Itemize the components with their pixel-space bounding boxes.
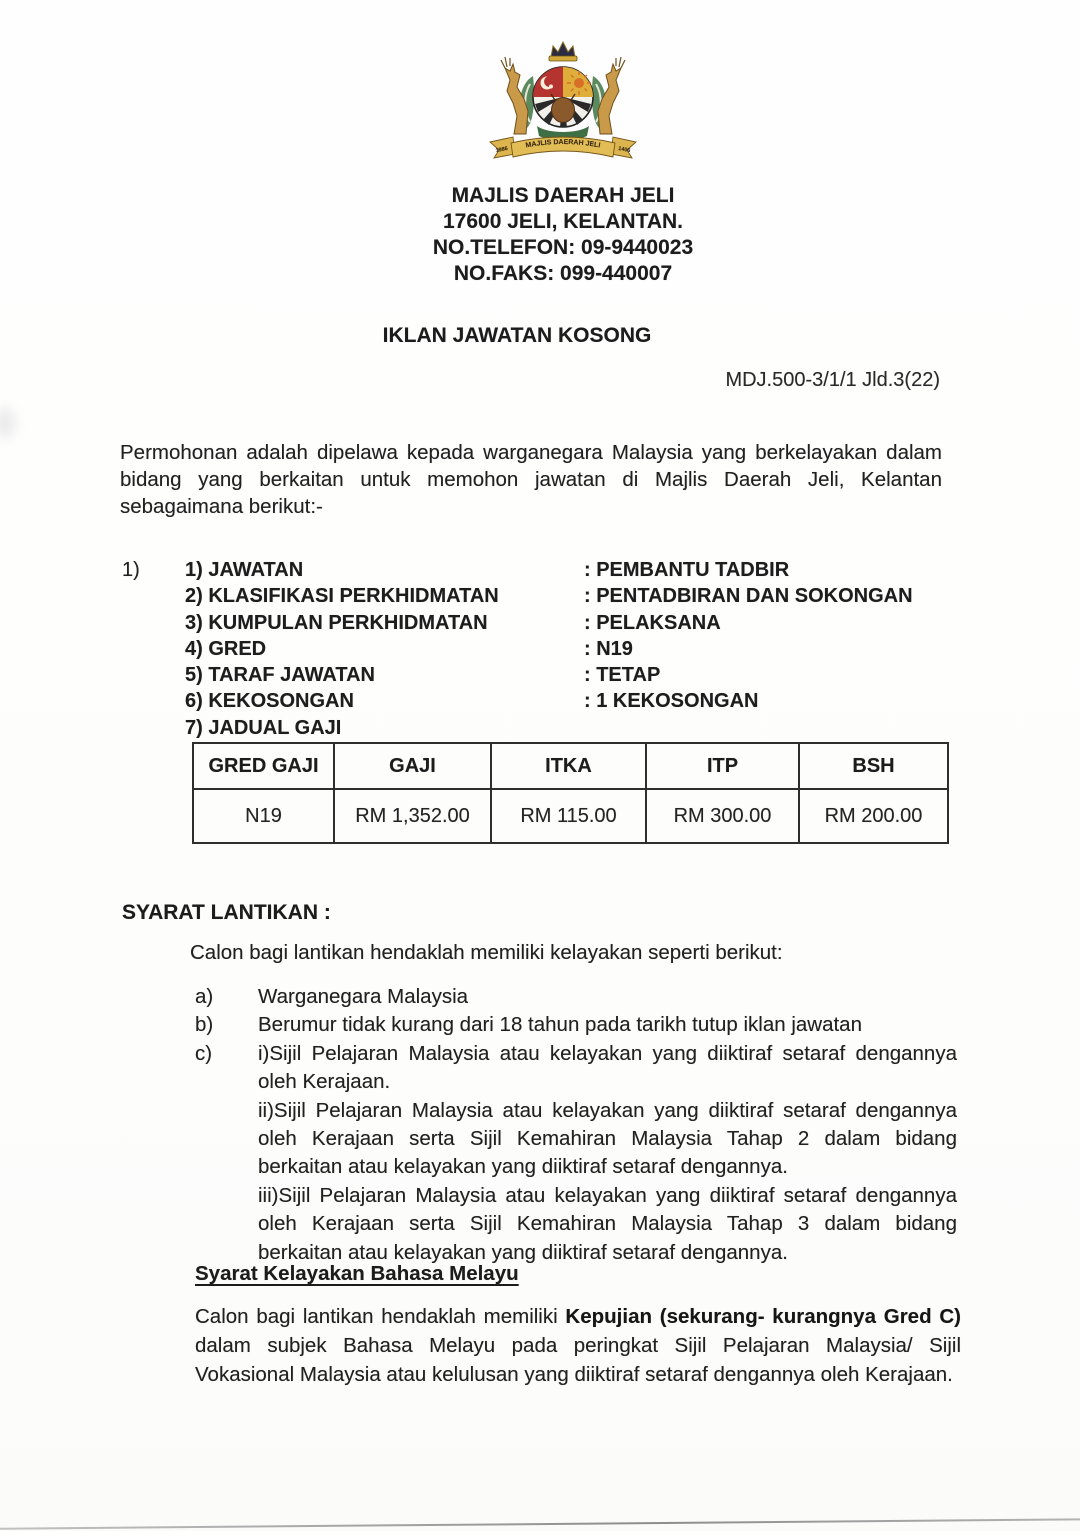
salary-col-header: ITKA [491,743,646,789]
vacancy-item [185,557,913,583]
requirement-paragraph: ii)Sijil Pelajaran Malaysia atau kelayakan yang diiktiraf setaraf dengannya oleh Kerajaan serta Sijil Kemahiran Malaysia Tahap 2 dalam bidang berkaitan atau kelayakan yang diiktiraf setaraf dengannya. [258,1098,957,1179]
intro-paragraph: Permohonan adalah dipelawa kepada warganegara Malaysia yang berkelayakan dalam bidang yang berkaitan untuk memohon jawatan di Majlis Daerah Jeli, Kelantan sebagaimana berikut:- [120,441,942,518]
motto-ribbon [490,137,636,158]
org-address: 17600 JELI, KELANTAN. [442,210,683,233]
salary-col-header: GAJI [334,743,491,789]
requirement-text [258,983,957,1011]
org-fax: NO.FAKS: 099-440007 [453,262,673,285]
salary-col-header: BSH [799,743,948,789]
vacancy-label: 6) KEKOSONGAN [185,690,354,713]
vacancy-item [185,636,913,662]
requirement-list [195,983,957,1267]
org-telephone: NO.TELEFON: 09-9440023 [432,236,694,259]
vacancy-value: : 1 KEKOSONGAN [584,690,759,713]
salary-cell: RM 200.00 [799,789,948,843]
crest-graphic [483,40,643,166]
requirement-label: c) [195,1041,213,1065]
bm-text-after: dalam subjek Bahasa Melayu pada peringkat Sijil Pelajaran Malaysia/ Sijil Vokasional Malaysia atau kelulusan yang diiktiraf setaraf dengannya oleh Kerajaan. [195,1334,961,1386]
vacancy-value: : TETAP [584,664,661,687]
appointment-heading: SYARAT LANTIKAN : [122,901,331,924]
vacancy-label: 1) JAWATAN [185,559,304,581]
requirement-text [258,1040,957,1267]
reference-number: MDJ.500-3/1/1 Jld.3(22) [725,369,940,391]
vacancy-item [185,610,913,636]
vacancy-value: : N19 [584,637,633,660]
salary-cell: RM 115.00 [491,789,646,843]
vacancy-value: : PENTADBIRAN DAN SOKONGAN [584,585,913,608]
document-title: IKLAN JAWATAN KOSONG [382,324,652,347]
district-crest [0,40,1080,166]
scan-smudge [0,408,16,438]
vacancy-item [185,583,913,609]
appointment-intro: Calon bagi lantikan hendaklah memiliki kelayakan seperti berikut: [190,941,783,964]
vacancy-label: 5) TARAF JAWATAN [185,664,375,687]
bahasa-melayu-paragraph [195,1302,961,1389]
bm-text-before: Calon bagi lantikan hendaklah memiliki [195,1305,566,1328]
letterhead [23,183,1080,287]
requirement-paragraph: iii)Sijil Pelajaran Malaysia atau kelayakan yang diiktiraf setaraf dengannya oleh Kerajaan serta Sijil Kemahiran Malaysia Tahap 3 dalam bidang berkaitan atau kelayakan yang diiktiraf setaraf dengannya. [258,1183,957,1264]
requirement-paragraph: Berumur tidak kurang dari 18 tahun pada tarikh tutup iklan jawatan [258,1013,862,1037]
salary-cell: RM 1,352.00 [334,789,491,843]
vacancy-number: 1) [122,559,140,581]
deer-head-charge [551,94,575,123]
requirement-paragraph: i)Sijil Pelajaran Malaysia atau kelayakan yang diiktiraf setaraf dengannya oleh Kerajaan. [258,1041,957,1094]
vacancy-item [185,688,913,714]
vacancy-details [185,557,913,741]
salary-data-row [193,789,948,843]
salary-header-row [193,743,948,789]
vacancy-item [185,715,913,741]
requirement-label: b) [195,1013,214,1037]
requirement-paragraph: Warganegara Malaysia [258,985,469,1008]
vacancy-value: : PELAKSANA [584,611,721,634]
bm-text-bold: Kepujian (sekurang- kurangnya Gred C) [565,1305,961,1328]
shield [533,67,593,127]
vacancy-label: 7) JADUAL GAJI [185,716,342,739]
requirement-item-b [195,1011,957,1039]
org-name: MAJLIS DAERAH JELI [451,184,675,207]
crest-year-right: 1406 [617,145,631,155]
vacancy-value: : PEMBANTU TADBIR [584,559,790,581]
salary-cell: N19 [193,789,334,843]
vacancy-label: 2) KLASIFIKASI PERKHIDMATAN [185,585,499,608]
crest-banner-text: MAJLIS DAERAH JELI [525,138,601,150]
vacancy-section [122,557,913,741]
salary-col-header: ITP [646,743,799,789]
scan-edge-line [0,1518,1080,1530]
crest-year-left: 1986 [495,145,509,155]
salary-col-header: GRED GAJI [193,743,334,789]
vacancy-item [185,662,913,688]
bahasa-melayu-heading: Syarat Kelayakan Bahasa Melayu [195,1262,519,1285]
requirement-item-c [195,1040,957,1267]
requirement-text [258,1011,957,1039]
requirement-item-a [195,983,957,1011]
vacancy-label: 4) GRED [185,637,267,660]
requirement-label: a) [195,985,214,1008]
crown-icon [549,42,577,61]
vacancy-label: 3) KUMPULAN PERKHIDMATAN [185,611,488,634]
salary-table [192,742,949,844]
salary-cell: RM 300.00 [646,789,799,843]
